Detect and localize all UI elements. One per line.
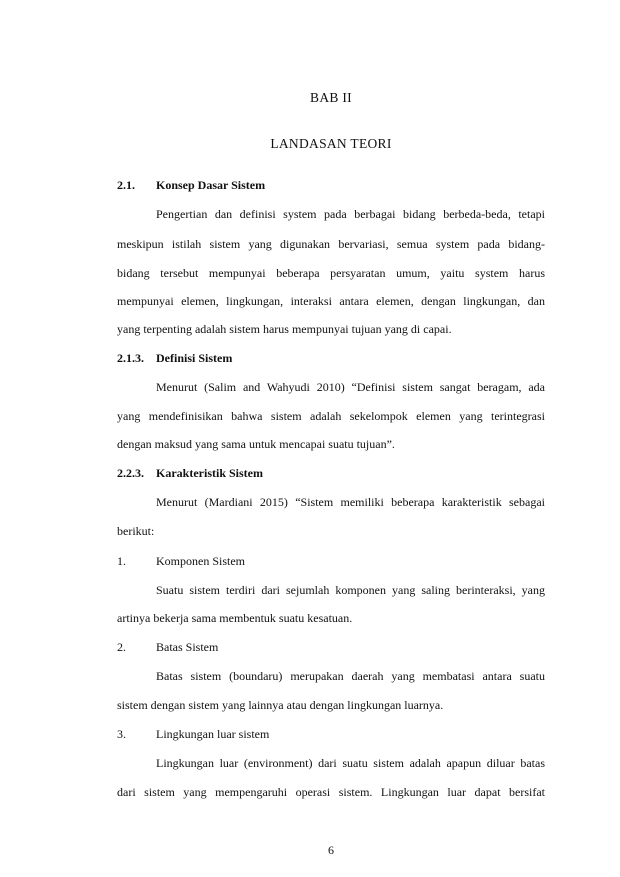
paragraph-line: dengan maksud yang sama untuk mencapai suatu tujuan”. [117, 437, 395, 451]
paragraph-line: meskipun istilah sistem yang digunakan bervariasi, semua system pada bidang- [117, 237, 545, 251]
paragraph-line: mempunyai elemen, lingkungan, interaksi antara elemen, dengan lingkungan, dan [117, 294, 545, 308]
paragraph-line: Pengertian dan definisi system pada berbagai bidang berbeda-beda, tetapi [156, 207, 545, 221]
paragraph-line: Lingkungan luar (environment) dari suatu sistem adalah apapun diluar batas [156, 756, 545, 770]
list-item-number: 1. [117, 554, 126, 568]
list-item-label: Komponen Sistem [156, 554, 245, 568]
paragraph-line: artinya bekerja sama membentuk suatu kesatuan. [117, 611, 353, 625]
list-item-label: Batas Sistem [156, 640, 219, 654]
page-number: 6 [328, 843, 334, 857]
chapter-label: BAB II [310, 90, 352, 105]
section-number: 2.1.3. [117, 351, 144, 365]
list-item-label: Lingkungan luar sistem [156, 727, 270, 741]
paragraph-line: Menurut (Mardiani 2015) “Sistem memiliki beberapa karakteristik sebagai [156, 495, 545, 509]
section-number: 2.1. [117, 178, 135, 192]
paragraph-line: bidang tersebut mempunyai beberapa persyaratan umum, yaitu system harus [117, 266, 545, 280]
paragraph-line: yang mendefinisikan bahwa sistem adalah sekelompok elemen yang terintegrasi [117, 409, 545, 423]
paragraph-line: Suatu sistem terdiri dari sejumlah komponen yang saling berinteraksi, yang [156, 583, 545, 597]
section-number: 2.2.3. [117, 466, 144, 480]
list-item-number: 2. [117, 640, 126, 654]
paragraph-line: Batas sistem (boundaru) merupakan daerah yang membatasi antara suatu [156, 669, 545, 683]
paragraph-line: yang terpenting adalah sistem harus mempunyai tujuan yang di capai. [117, 322, 452, 336]
list-item-number: 3. [117, 727, 126, 741]
paragraph-line: berikut: [117, 524, 155, 538]
section-heading: Definisi Sistem [156, 351, 233, 365]
paragraph-line: Menurut (Salim and Wahyudi 2010) “Definisi sistem sangat beragam, ada [156, 380, 545, 394]
section-heading: Konsep Dasar Sistem [156, 178, 266, 192]
paragraph-line: dari sistem yang mempengaruhi operasi sistem. Lingkungan luar dapat bersifat [117, 785, 545, 799]
paragraph-line: sistem dengan sistem yang lainnya atau dengan lingkungan luarnya. [117, 698, 444, 712]
section-heading: Karakteristik Sistem [156, 466, 263, 480]
chapter-title: LANDASAN TEORI [270, 136, 392, 151]
